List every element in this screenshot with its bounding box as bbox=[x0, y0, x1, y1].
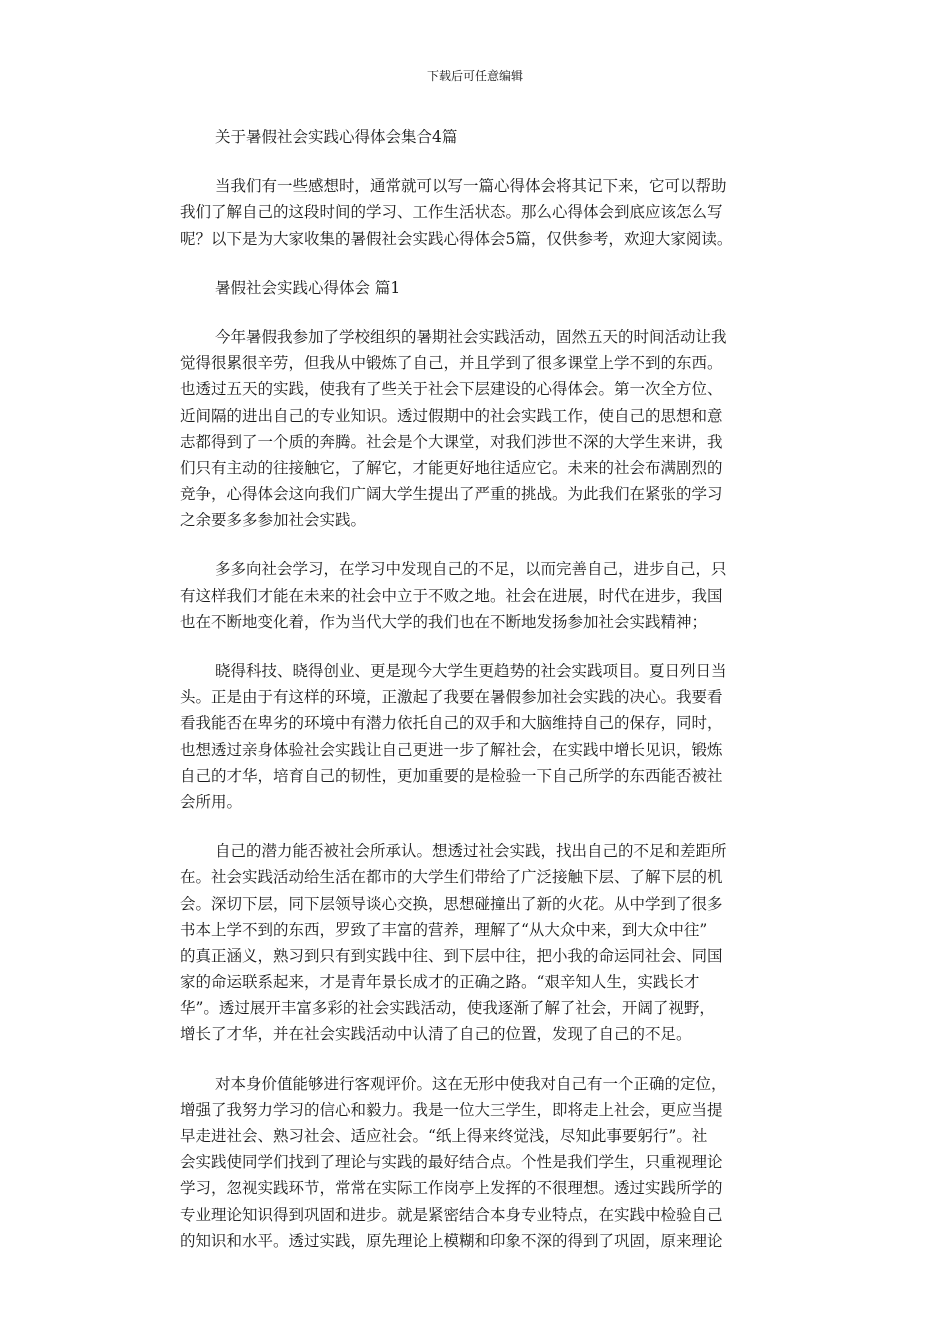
paragraph-line: 增强了我努力学习的信心和毅力。我是一位大三学生，即将走上社会，更应当提 bbox=[180, 1100, 723, 1119]
paragraph-line: 晓得科技、晓得创业、更是现今大学生更趋势的社会实践项目。夏日列日当 bbox=[215, 662, 727, 680]
paragraph-line: 也透过五天的实践，使我有了些关于社会下层建设的心得体会。第一次全方位、 bbox=[180, 380, 723, 399]
intro-section bbox=[180, 173, 774, 252]
paragraph-line: 看我能否在卑劣的环境中有潜力依托自己的双手和大脑维持自己的保存，同时， bbox=[180, 714, 723, 733]
paragraph-line: 学习，忽视实践环节，常常在实际工作岗亭上发挥的不很理想。透过实践所学的 bbox=[180, 1179, 723, 1198]
paragraph-line: 会实践使同学们找到了理论与实践的最好结合点。个性是我们学生，只重视理论 bbox=[180, 1153, 723, 1172]
section-title-block bbox=[180, 275, 774, 301]
paragraph-line: 专业理论知识得到巩固和进步。就是紧密结合本身专业特点，在实践中检验自己 bbox=[180, 1205, 723, 1224]
paragraph-line: 觉得很累很辛劳，但我从中锻炼了自己，并且学到了很多课堂上学不到的东西。 bbox=[180, 354, 723, 373]
paragraph bbox=[180, 1071, 774, 1254]
paragraph-line: 我们了解自己的这段时间的学习、工作生活状态。那么心得体会到底应该怎么写 bbox=[180, 203, 723, 222]
paragraph-line: 会。深切下层，同下层领导谈心交换，思想碰撞出了新的火花。从中学到了很多 bbox=[180, 894, 723, 913]
paragraph-line: 在。社会实践活动给生活在都市的大学生们带给了广泛接触下层、了解下层的机 bbox=[180, 868, 723, 887]
paragraph bbox=[180, 173, 774, 252]
paragraph-line: 也想透过亲身体验社会实践让自己更进一步了解社会，在实践中增长见识，锻炼 bbox=[180, 740, 723, 759]
paragraph bbox=[180, 324, 774, 534]
paragraph-line: 家的命运联系起来，才是青年景长成才的正确之路。“艰辛知人生，实践长才 bbox=[180, 973, 700, 992]
paragraph-line: 的知识和水平。透过实践，原先理论上模糊和印象不深的得到了巩固，原来理论 bbox=[180, 1231, 723, 1250]
paragraph-line: 有这样我们才能在未来的社会中立于不败之地。社会在进展，时代在进步，我国 bbox=[180, 586, 723, 605]
paragraph-line: 增长了才华，并在社会实践活动中认清了自己的位置，发现了自己的不足。 bbox=[180, 1025, 692, 1044]
paragraph-line: 近间隔的进出自己的专业知识。透过假期中的社会实践工作，使自己的思想和意 bbox=[180, 406, 723, 425]
paragraph-line: 早走进社会、熟习社会、适应社会。“纸上得来终觉浅，尽知此事要躬行”。社 bbox=[180, 1127, 708, 1145]
paragraph-line: 今年暑假我参加了学校组织的暑期社会实践活动，固然五天的时间活动让我 bbox=[215, 327, 727, 346]
body-section bbox=[180, 324, 774, 1254]
header-note: 下载后可任意编辑 bbox=[426, 69, 523, 83]
paragraph-line: 书本上学不到的东西，罗致了丰富的营养，理解了“从大众中来，到大众中往” bbox=[180, 920, 708, 939]
paragraph-line: 呢？以下是为大家收集的暑假社会实践心得体会5篇，仅供参考，欢迎大家阅读。 bbox=[180, 229, 733, 248]
paragraph-line: 们只有主动的往接触它，了解它，才能更好地往适应它。未来的社会布满剧烈的 bbox=[180, 458, 723, 477]
paragraph-line: 的真正涵义，熟习到只有到实践中往、到下层中往，把小我的命运同社会、同国 bbox=[180, 946, 723, 965]
paragraph-line: 头。正是由于有这样的环境，正激起了我要在暑假参加社会实践的决心。我要看 bbox=[180, 688, 723, 707]
paragraph-line: 也在不断地变化着，作为当代大学的我们也在不断地发扬参加社会实践精神； bbox=[180, 612, 708, 631]
paragraph-line: 自己的潜力能否被社会所承认。想透过社会实践，找出自己的不足和差距所 bbox=[215, 842, 727, 861]
paragraph-line: 对本身价值能够进行客观评价。这在无形中使我对自己有一个正确的定位， bbox=[215, 1074, 727, 1093]
document-title: 关于暑假社会实践心得体会集合4篇 bbox=[215, 128, 458, 146]
paragraph-line: 自己的才华，培育自己的韧性，更加重要的是检验一下自己所学的东西能否被社 bbox=[180, 766, 723, 785]
paragraph-line: 华”。透过展开丰富多彩的社会实践活动，使我逐渐了解了社会，开阔了视野， bbox=[180, 999, 715, 1018]
paragraph-line: 之余要多多参加社会实践。 bbox=[180, 511, 367, 530]
paragraph-line: 竞争，心得体会这向我们广阔大学生提出了严重的挑战。为此我们在紧张的学习 bbox=[180, 485, 723, 504]
paragraph bbox=[180, 658, 774, 815]
paragraph bbox=[180, 556, 774, 635]
paragraph-line: 会所用。 bbox=[180, 792, 243, 811]
paragraph bbox=[180, 838, 774, 1048]
paragraph-line: 志都得到了一个质的奔腾。社会是个大课堂，对我们涉世不深的大学生来讲，我 bbox=[180, 432, 723, 451]
document-title-block bbox=[180, 124, 774, 150]
section-title: 暑假社会实践心得体会 篇1 bbox=[215, 278, 401, 297]
document-content bbox=[180, 124, 774, 1277]
paragraph-line: 多多向社会学习，在学习中发现自己的不足，以而完善自己，进步自己，只 bbox=[215, 560, 727, 579]
paragraph-line: 当我们有一些感想时，通常就可以写一篇心得体会将其记下来，它可以帮助 bbox=[215, 177, 727, 196]
